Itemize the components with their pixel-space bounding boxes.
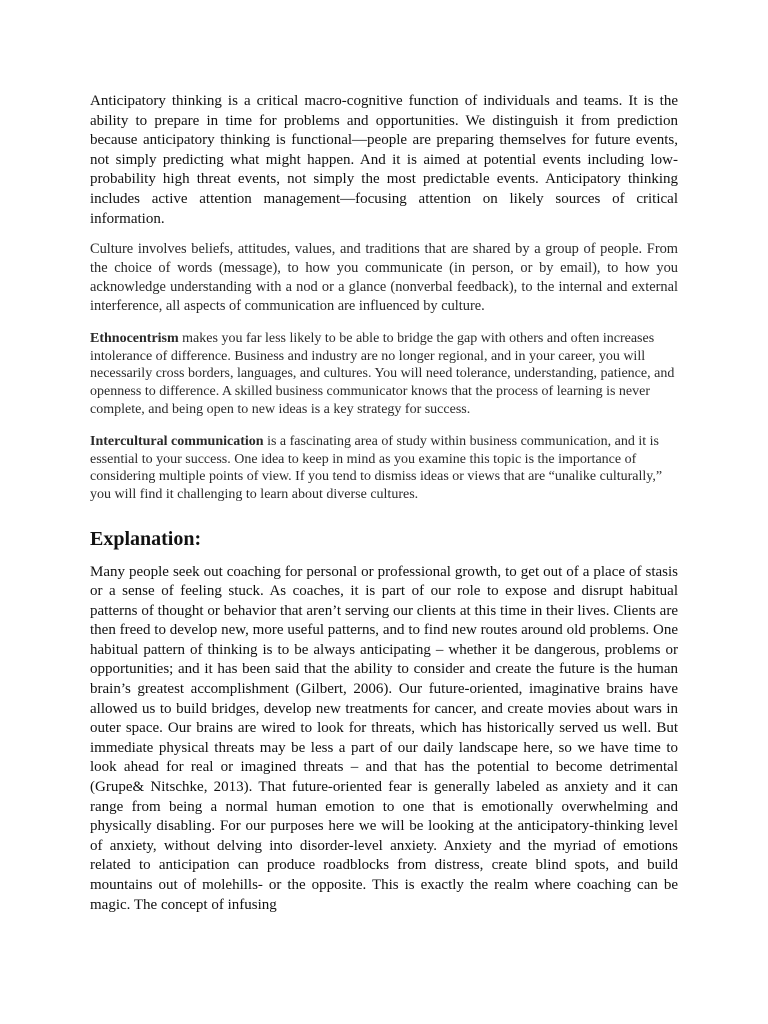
explanation-heading: Explanation:	[90, 527, 202, 550]
intercultural-communication-term: Intercultural communication	[90, 434, 264, 450]
culture-paragraph: Culture involves beliefs, attitudes, values, and traditions that are shared by a group of people. From the choice of words (message), to how you communicate (in person, or by email), to how you acknowledge understanding with a nod or a glance (nonverbal feedback), to the internal and external interference, all aspects of communication are influenced by culture.	[90, 241, 678, 315]
ethnocentrism-term: Ethnocentrism	[90, 331, 179, 347]
ethnocentrism-text: makes you far less likely to be able to bridge the gap with others and often increases intolerance of difference. Business and industry are no longer regional, and in your career, you will necessarily cross borders, languages, and cultures. You will need tolerance, understanding, patience, and openness to difference. A skilled business communicator knows that the process of learning is never complete, and being open to new ideas is a key strategy for success.	[90, 331, 675, 417]
ethnocentrism-paragraph	[90, 330, 678, 418]
intercultural-communication-paragraph	[90, 433, 678, 503]
anticipatory-thinking-paragraph: Anticipatory thinking is a critical macro-cognitive function of individuals and teams. It is the ability to prepare in time for problems and opportunities. We distinguish it from prediction because anticipatory thinking is functional—people are preparing themselves for future events, not simply predicting what might happen. And it is aimed at potential events including low-probability high threat events, not simply the most predictable events. Anticipatory thinking includes active attention management—focusing attention on likely sources of critical information.	[90, 93, 678, 227]
intercultural-communication-text: is a fascinating area of study within business communication, and it is essential to your success. One idea to keep in mind as you examine this topic is the importance of considering multiple points of view. If you tend to dismiss ideas or views that are “unalike culturally,” you will find it challenging to learn about diverse cultures.	[90, 434, 663, 502]
explanation-paragraph: Many people seek out coaching for personal or professional growth, to get out of a place of stasis or a sense of feeling stuck. As coaches, it is part of our role to expose and disrupt habitual patterns of thought or behavior that aren’t serving our clients at this time in their lives. Clients are then freed to develop new, more useful patterns, and to find new routes around old problems. One habitual pattern of thinking is to be always anticipating – whether it be dangerous, problems or opportunities; and it has been said that the ability to consider and create the future is the human brain’s greatest accomplishment (Gilbert, 2006). Our future-oriented, imaginative brains have allowed us to build bridges, develop new treatments for cancer, and create movies about wars in outer space. Our brains are wired to look for threats, which has historically served us well. But immediate physical threats may be less a part of our daily landscape here, so we have time to look ahead for real or imagined threats – and that has the potential to become detrimental (Grupe& Nitschke, 2013). That future-oriented fear is generally labeled as anxiety and it can range from being a normal human emotion to one that is emotionally overwhelming and physically disabling. For our purposes here we will be looking at the anticipatory-thinking level of anxiety, without delving into disorder-level anxiety. Anxiety and the myriad of emotions related to anticipation can produce roadblocks from distress, create blind spots, and build mountains out of molehills- or the opposite. This is exactly the realm where coaching can be magic. The concept of infusing	[90, 563, 678, 913]
document-page	[90, 92, 678, 915]
